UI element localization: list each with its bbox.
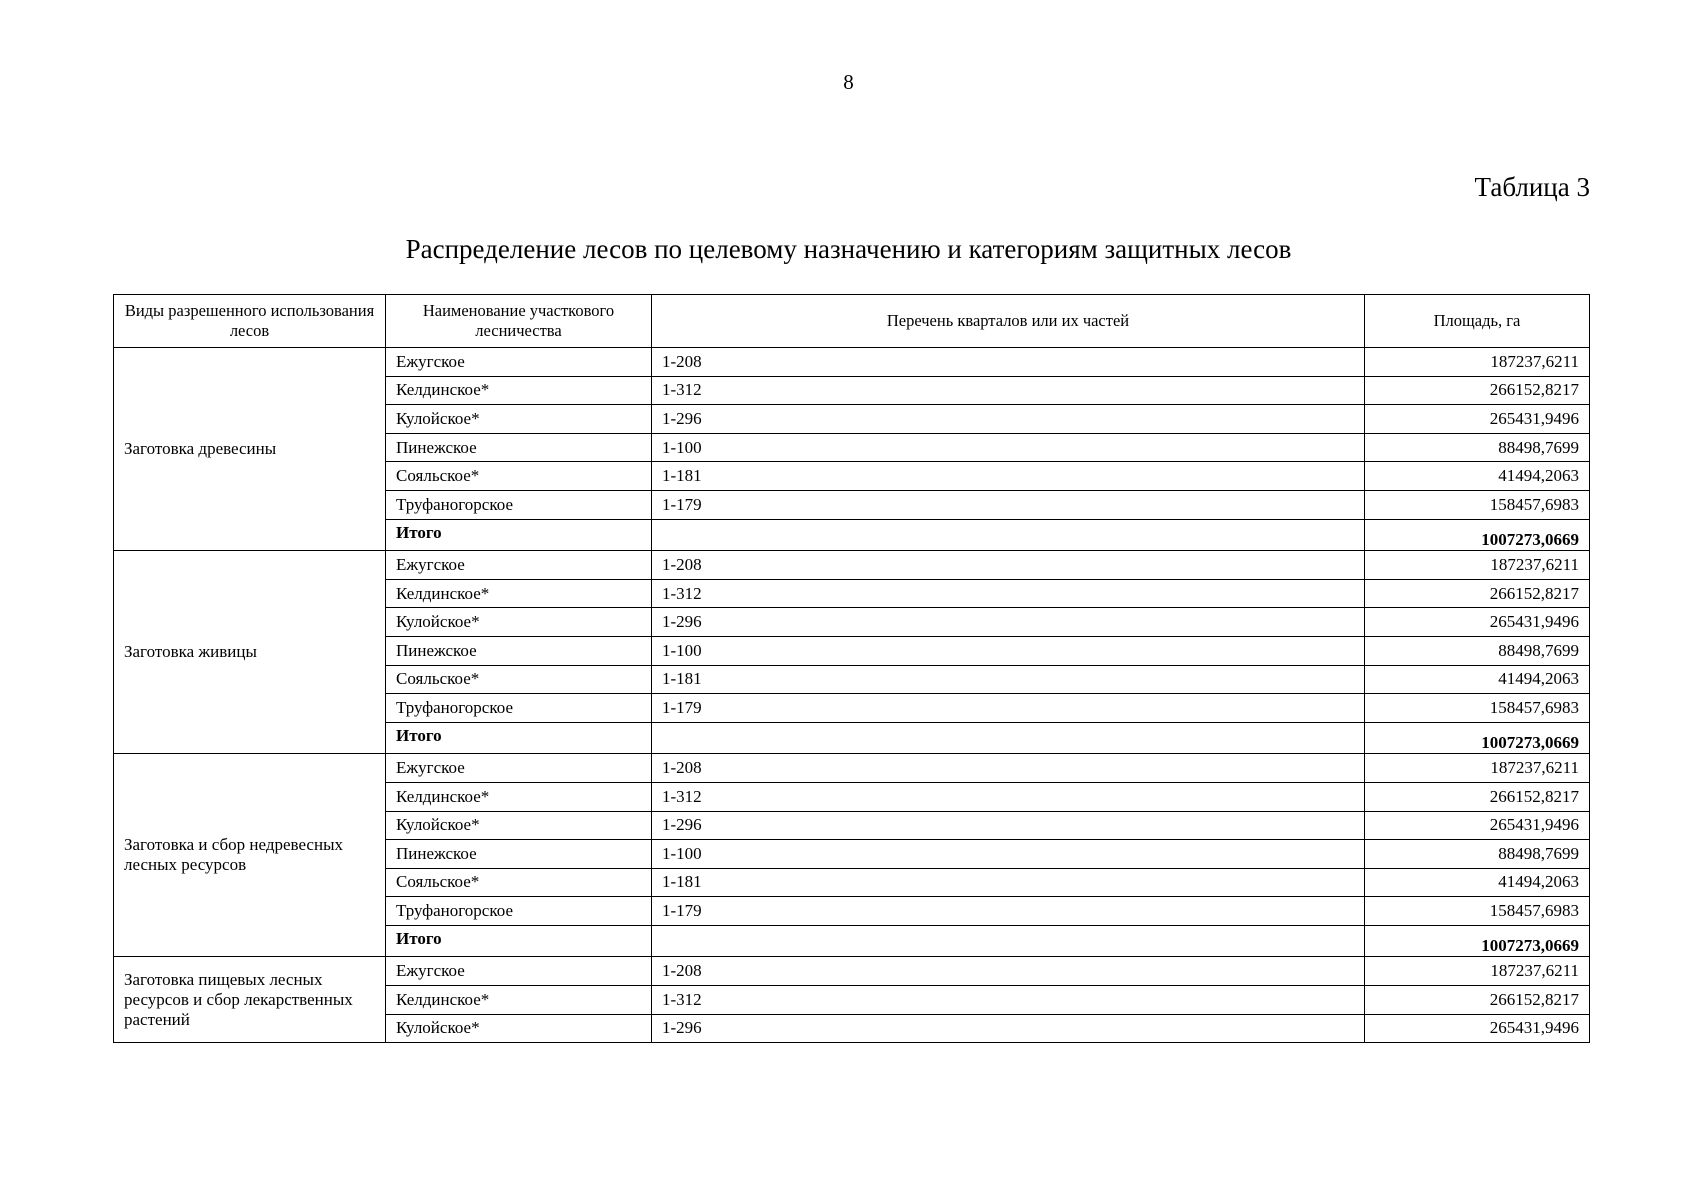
forestry-cell: Труфаногорское xyxy=(386,897,652,926)
forestry-cell: Ежугское xyxy=(386,754,652,783)
quarters-cell: 1-296 xyxy=(652,405,1365,434)
area-cell: 158457,6983 xyxy=(1365,694,1590,723)
document-title: Распределение лесов по целевому назначению и категориям защитных лесов xyxy=(405,234,1292,264)
area-cell: 158457,6983 xyxy=(1365,897,1590,926)
area-cell: 41494,2063 xyxy=(1365,868,1590,897)
forest-distribution-table xyxy=(113,294,1590,1043)
page-number: 8 xyxy=(843,70,854,94)
quarters-cell: 1-312 xyxy=(652,579,1365,608)
forestry-cell: Келдинское* xyxy=(386,986,652,1015)
table-row xyxy=(114,754,1590,783)
header-use-type: Виды разрешенного использования лесов xyxy=(114,295,386,348)
area-cell: 88498,7699 xyxy=(1365,840,1590,869)
total-quarters-empty xyxy=(652,722,1365,754)
quarters-cell: 1-312 xyxy=(652,986,1365,1015)
area-cell: 88498,7699 xyxy=(1365,636,1590,665)
use-type-cell: Заготовка пищевых лесных ресурсов и сбор лекарственных растений xyxy=(114,957,386,1043)
quarters-cell: 1-312 xyxy=(652,376,1365,405)
forestry-cell: Сояльское* xyxy=(386,868,652,897)
forestry-cell: Сояльское* xyxy=(386,665,652,694)
quarters-cell: 1-208 xyxy=(652,754,1365,783)
total-label: Итого xyxy=(386,722,652,754)
forestry-cell: Пинежское xyxy=(386,636,652,665)
area-cell: 265431,9496 xyxy=(1365,608,1590,637)
quarters-cell: 1-208 xyxy=(652,348,1365,377)
table-body xyxy=(114,348,1590,1043)
quarters-cell: 1-179 xyxy=(652,490,1365,519)
quarters-cell: 1-181 xyxy=(652,868,1365,897)
total-quarters-empty xyxy=(652,925,1365,957)
total-label: Итого xyxy=(386,519,652,551)
forestry-cell: Труфаногорское xyxy=(386,694,652,723)
total-label: Итого xyxy=(386,925,652,957)
forestry-cell: Ежугское xyxy=(386,957,652,986)
forestry-cell: Ежугское xyxy=(386,551,652,580)
total-quarters-empty xyxy=(652,519,1365,551)
forestry-cell: Келдинское* xyxy=(386,782,652,811)
quarters-cell: 1-100 xyxy=(652,636,1365,665)
header-quarters: Перечень кварталов или их частей xyxy=(652,295,1365,348)
total-area: 1007273,0669 xyxy=(1365,925,1590,957)
quarters-cell: 1-296 xyxy=(652,608,1365,637)
forestry-cell: Кулойское* xyxy=(386,405,652,434)
table-label: Таблица 3 xyxy=(1474,172,1590,202)
forestry-cell: Пинежское xyxy=(386,433,652,462)
header-forestry: Наименование участкового лесничества xyxy=(386,295,652,348)
area-cell: 41494,2063 xyxy=(1365,665,1590,694)
total-area: 1007273,0669 xyxy=(1365,722,1590,754)
forestry-cell: Кулойское* xyxy=(386,1014,652,1043)
quarters-cell: 1-296 xyxy=(652,811,1365,840)
area-cell: 187237,6211 xyxy=(1365,957,1590,986)
forestry-cell: Пинежское xyxy=(386,840,652,869)
forestry-cell: Келдинское* xyxy=(386,376,652,405)
quarters-cell: 1-179 xyxy=(652,694,1365,723)
area-cell: 265431,9496 xyxy=(1365,405,1590,434)
table-row xyxy=(114,348,1590,377)
header-area: Площадь, га xyxy=(1365,295,1590,348)
forestry-cell: Сояльское* xyxy=(386,462,652,491)
area-cell: 265431,9496 xyxy=(1365,1014,1590,1043)
table-row xyxy=(114,957,1590,986)
quarters-cell: 1-181 xyxy=(652,462,1365,491)
use-type-cell: Заготовка древесины xyxy=(114,348,386,551)
area-cell: 187237,6211 xyxy=(1365,551,1590,580)
area-cell: 265431,9496 xyxy=(1365,811,1590,840)
area-cell: 187237,6211 xyxy=(1365,754,1590,783)
forestry-cell: Ежугское xyxy=(386,348,652,377)
quarters-cell: 1-208 xyxy=(652,957,1365,986)
use-type-cell: Заготовка и сбор недревесных лесных ресурсов xyxy=(114,754,386,957)
quarters-cell: 1-100 xyxy=(652,840,1365,869)
use-type-cell: Заготовка живицы xyxy=(114,551,386,754)
area-cell: 266152,8217 xyxy=(1365,986,1590,1015)
area-cell: 158457,6983 xyxy=(1365,490,1590,519)
quarters-cell: 1-208 xyxy=(652,551,1365,580)
area-cell: 88498,7699 xyxy=(1365,433,1590,462)
quarters-cell: 1-312 xyxy=(652,782,1365,811)
forestry-cell: Кулойское* xyxy=(386,811,652,840)
quarters-cell: 1-296 xyxy=(652,1014,1365,1043)
forestry-cell: Кулойское* xyxy=(386,608,652,637)
quarters-cell: 1-100 xyxy=(652,433,1365,462)
table-row xyxy=(114,551,1590,580)
area-cell: 41494,2063 xyxy=(1365,462,1590,491)
forestry-cell: Келдинское* xyxy=(386,579,652,608)
area-cell: 266152,8217 xyxy=(1365,376,1590,405)
quarters-cell: 1-179 xyxy=(652,897,1365,926)
table-header-row xyxy=(114,295,1590,348)
quarters-cell: 1-181 xyxy=(652,665,1365,694)
area-cell: 187237,6211 xyxy=(1365,348,1590,377)
forestry-cell: Труфаногорское xyxy=(386,490,652,519)
area-cell: 266152,8217 xyxy=(1365,782,1590,811)
total-area: 1007273,0669 xyxy=(1365,519,1590,551)
area-cell: 266152,8217 xyxy=(1365,579,1590,608)
